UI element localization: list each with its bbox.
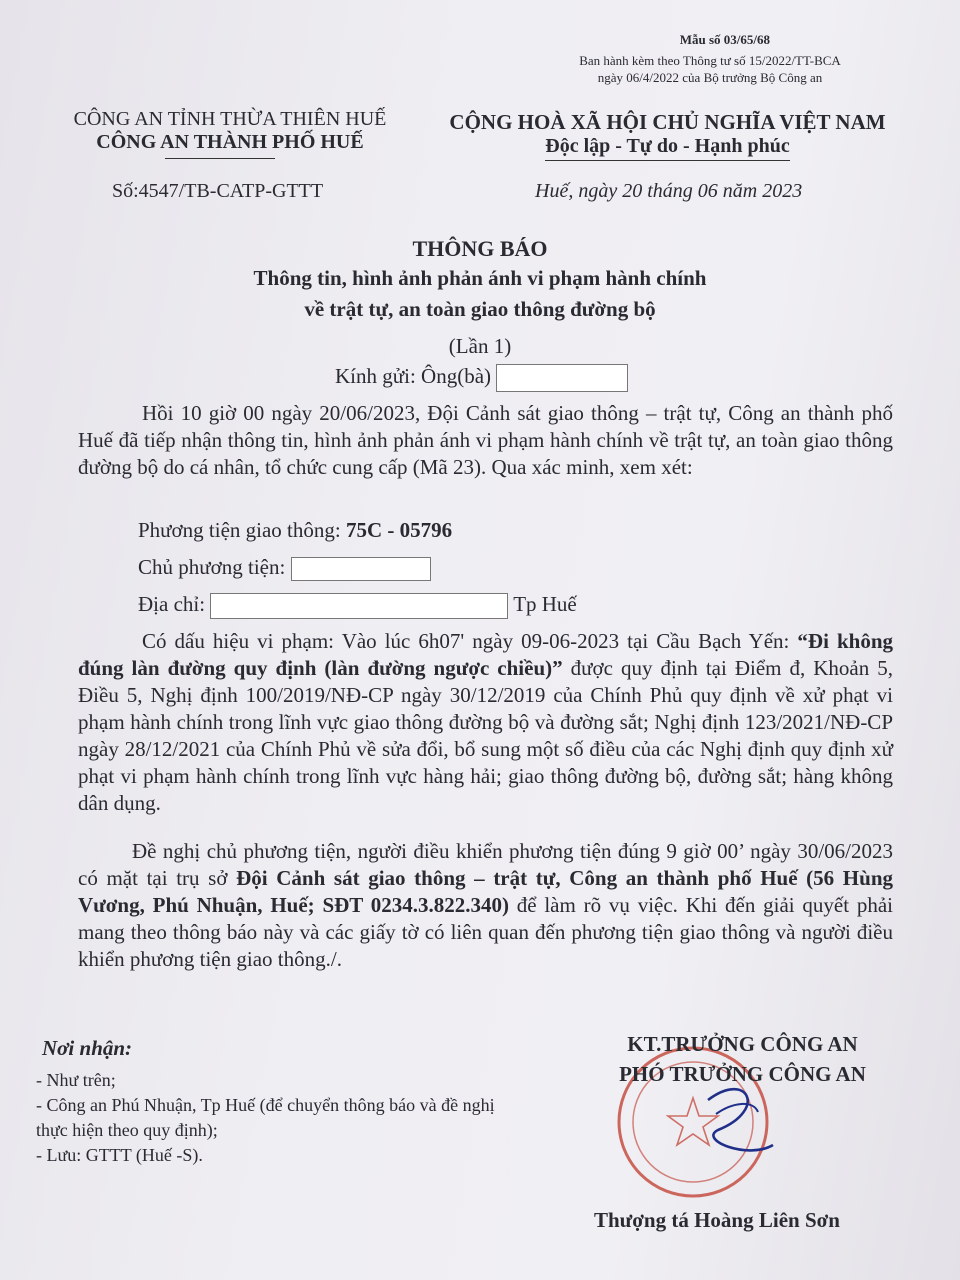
owner-redaction	[291, 557, 431, 581]
address-redaction	[210, 593, 508, 619]
request-paragraph	[78, 838, 893, 973]
recipient-item: - Công an Phú Nhuận, Tp Huế (để chuyển thông báo và đề nghị thực hiện theo quy định);	[36, 1095, 495, 1140]
address-line	[138, 592, 577, 619]
vehicle-line	[138, 518, 452, 543]
signer-name: Thượng tá Hoàng Liên Sơn	[594, 1208, 840, 1232]
address-label: Địa chỉ:	[138, 592, 211, 616]
recipient-item: - Như trên;	[36, 1070, 116, 1090]
request-rest: để làm rõ vụ việc. Khi đến giải quyết phải mang theo thông báo này và các giấy tờ có liên quan đến phương tiện giao thông và người điều khiển phương tiện giao thông./.	[78, 893, 893, 971]
signature-title-1: KT.TRƯỞNG CÔNG AN	[627, 1032, 858, 1056]
country-header	[430, 110, 905, 161]
agency-header	[30, 108, 430, 154]
addressee-line	[335, 364, 628, 392]
agency-underline	[165, 158, 275, 159]
recipient-item: - Lưu: GTTT (Huế -S).	[36, 1145, 203, 1165]
owner-label: Chủ phương tiện:	[138, 555, 286, 579]
notice-round: (Lần 1)	[448, 334, 512, 358]
intro-paragraph: Hồi 10 giờ 00 ngày 20/06/2023, Đội Cảnh sát giao thông – trật tự, Công an thành phố Huế đã tiếp nhận thông tin, hình ảnh phản ánh vi phạm hành chính về trật tự, an toàn giao thông đường bộ do cá nhân, tổ chức cung cấp (Mã 23). Qua xác minh, xem xét:	[78, 401, 893, 479]
violation-paragraph	[78, 628, 893, 817]
form-note	[550, 52, 870, 86]
addressee-redaction	[496, 364, 628, 392]
place-date: Huế, ngày 20 tháng 06 năm 2023	[535, 180, 803, 202]
owner-line	[138, 555, 431, 581]
document-subtitle-1: Thông tin, hình ảnh phản ánh vi phạm hành chính	[253, 266, 707, 290]
document-number: Số:4547/TB-CATP-GTTT	[112, 180, 324, 202]
document-title: THÔNG BÁO	[412, 236, 548, 261]
signature-title-2: PHÓ TRƯỞNG CÔNG AN	[619, 1062, 866, 1086]
addressee-label: Kính gửi: Ông(bà)	[335, 364, 492, 388]
vehicle-label: Phương tiện giao thông:	[138, 518, 346, 542]
violation-prefix: Có dấu hiệu vi phạm: Vào lúc 6h07' ngày 09-06-2023 tại Cầu Bạch Yến:	[142, 629, 798, 653]
motto: Độc lập - Tự do - Hạnh phúc	[545, 135, 789, 161]
address-suffix: Tp Huế	[513, 592, 577, 616]
form-note-line2: ngày 06/4/2022 của Bộ trưởng Bộ Công an	[597, 70, 823, 85]
vehicle-plate: 75C - 05796	[345, 518, 453, 542]
agency-name: CÔNG AN THÀNH PHỐ HUẾ	[96, 131, 364, 153]
document-subtitle-2: về trật tự, an toàn giao thông đường bộ	[304, 297, 656, 321]
agency-parent: CÔNG AN TỈNH THỪA THIÊN HUẾ	[73, 108, 387, 130]
recipients-title: Nơi nhận:	[42, 1036, 133, 1060]
form-note-line1: Ban hành kèm theo Thông tư số 15/2022/TT-BCA	[579, 53, 841, 68]
recipients-list	[36, 1068, 506, 1168]
request-location: Đội Cảnh sát giao thông – trật tự, Công an thành phố Huế (56 Hùng Vương, Phú Nhuận, Huế; SĐT 0234.3.822.340)	[78, 866, 894, 917]
country-name: CỘNG HOÀ XÃ HỘI CHỦ NGHĨA VIỆT NAM	[449, 110, 886, 134]
violation-legal-basis: được quy định tại Điểm đ, Khoản 5, Điều 5, Nghị định 100/2019/NĐ-CP ngày 30/12/2019 của Chính Phủ quy định về xử phạt vi phạm hành chính trong lĩnh vực giao thông đường bộ và đường sắt; Nghị định 123/2021/NĐ-CP ngày 28/12/2021 của Chính Phủ về sửa đổi, bổ sung một số điều của các Nghị định quy định xử phạt vi phạm hành chính trong lĩnh vực hàng hải; giao thông đường bộ, đường sắt; hàng không dân dụng.	[78, 656, 893, 815]
form-number: Mẫu số 03/65/68	[679, 32, 770, 47]
request-prefix: Đề nghị chủ phương tiện, người điều khiển phương tiện đúng 9 giờ 00’ ngày 30/06/2023 có mặt tại trụ sở	[78, 839, 893, 890]
violation-description: “Đi không đúng làn đường quy định (làn đường ngược chiều)”	[78, 629, 893, 680]
